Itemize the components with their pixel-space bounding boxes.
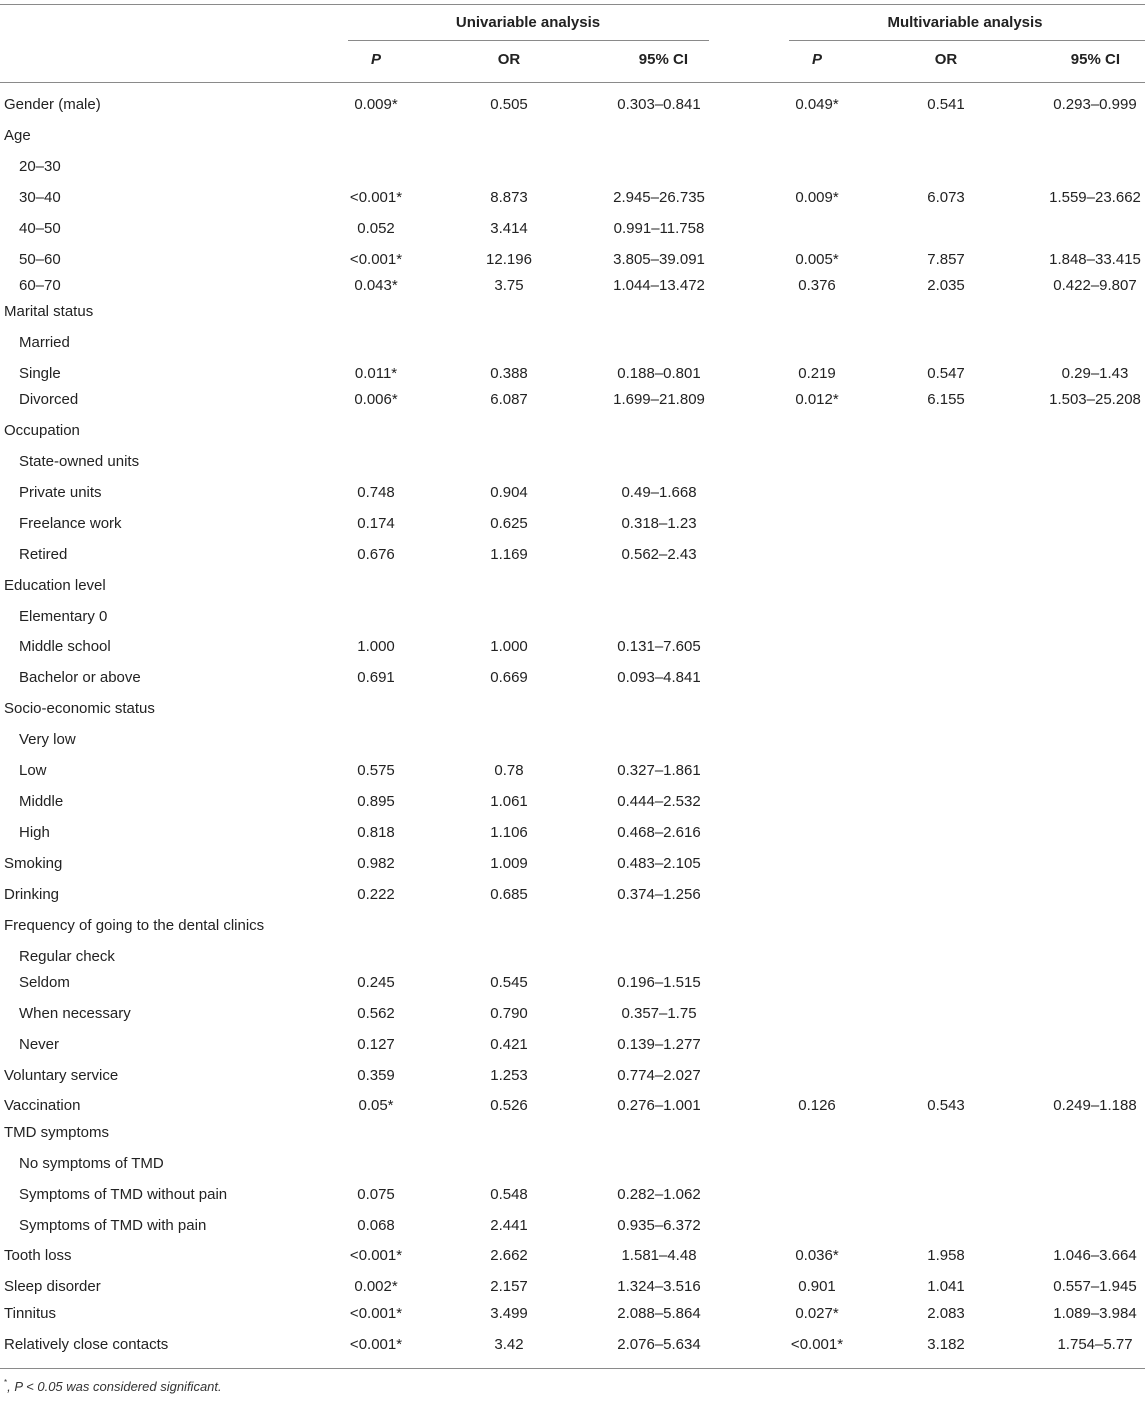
table-cell: 1.581–4.48 bbox=[621, 1247, 697, 1264]
table-cell: 1.169 bbox=[490, 546, 528, 563]
table-cell: 0.904 bbox=[490, 484, 528, 501]
table-bottom-rule bbox=[0, 1368, 1145, 1369]
table-cell: 0.093–4.841 bbox=[617, 669, 701, 686]
table-cell: 3.499 bbox=[490, 1305, 528, 1322]
table-cell: 0.422–9.807 bbox=[1053, 277, 1137, 294]
table-cell: 0.327–1.861 bbox=[617, 762, 701, 779]
table-cell: 7.857 bbox=[927, 251, 965, 268]
table-cell: 0.541 bbox=[927, 96, 965, 113]
row-label: Smoking bbox=[4, 855, 63, 872]
group2-underline bbox=[789, 40, 1145, 41]
table-cell: 0.219 bbox=[798, 365, 836, 382]
row-label: Frequency of going to the dental clinics bbox=[4, 917, 265, 934]
table-cell: 1.000 bbox=[357, 638, 395, 655]
row-label: 20–30 bbox=[19, 158, 61, 175]
row-label: Age bbox=[4, 127, 31, 144]
table-cell: 0.818 bbox=[357, 824, 395, 841]
row-label: Seldom bbox=[19, 974, 70, 991]
row-label: High bbox=[19, 824, 50, 841]
group2-header: Multivariable analysis bbox=[887, 14, 1043, 31]
table-cell: 0.188–0.801 bbox=[617, 365, 701, 382]
row-label: Tooth loss bbox=[4, 1247, 72, 1264]
table-cell: 8.873 bbox=[490, 189, 528, 206]
row-label: Voluntary service bbox=[4, 1067, 119, 1084]
table-cell: 0.357–1.75 bbox=[621, 1005, 697, 1022]
row-label: Occupation bbox=[4, 422, 80, 439]
table-cell: 2.083 bbox=[927, 1305, 965, 1322]
table-cell: 0.901 bbox=[798, 1278, 836, 1295]
table-top-rule bbox=[0, 4, 1145, 5]
row-label: Bachelor or above bbox=[19, 669, 141, 686]
row-label: When necessary bbox=[19, 1005, 131, 1022]
table-cell: 0.991–11.758 bbox=[613, 220, 705, 237]
row-label: 60–70 bbox=[19, 277, 61, 294]
row-label: 40–50 bbox=[19, 220, 61, 237]
table-cell: 0.669 bbox=[490, 669, 528, 686]
table-cell: 0.068 bbox=[357, 1217, 395, 1234]
row-label: Married bbox=[19, 334, 70, 351]
footnote-text: , P < 0.05 was considered significant. bbox=[7, 1379, 222, 1394]
table-cell: 6.073 bbox=[927, 189, 965, 206]
table-cell: 0.935–6.372 bbox=[617, 1217, 701, 1234]
row-label: Never bbox=[19, 1036, 60, 1053]
row-label: Gender (male) bbox=[4, 96, 101, 113]
table-cell: 0.790 bbox=[490, 1005, 528, 1022]
table-cell: 3.75 bbox=[494, 277, 524, 294]
table-cell: 0.075 bbox=[357, 1186, 395, 1203]
table-cell: <0.001* bbox=[349, 189, 403, 206]
row-label: Socio-economic status bbox=[4, 700, 155, 717]
table-cell: <0.001* bbox=[349, 251, 403, 268]
table-cell: 0.388 bbox=[490, 365, 528, 382]
table-cell: 0.691 bbox=[357, 669, 395, 686]
table-cell: 1.253 bbox=[490, 1067, 528, 1084]
table-cell: 0.685 bbox=[490, 886, 528, 903]
table-cell: 0.196–1.515 bbox=[617, 974, 701, 991]
table-cell: 6.087 bbox=[490, 391, 528, 408]
table-cell: 0.282–1.062 bbox=[617, 1186, 701, 1203]
table-cell: 1.046–3.664 bbox=[1053, 1247, 1137, 1264]
table-footnote bbox=[4, 1378, 222, 1394]
row-label: Middle bbox=[19, 793, 64, 810]
row-label: TMD symptoms bbox=[4, 1124, 109, 1141]
table-cell: 0.131–7.605 bbox=[617, 638, 701, 655]
table-cell: <0.001* bbox=[349, 1247, 403, 1264]
header-bottom-rule bbox=[0, 82, 1145, 83]
table-cell: 0.276–1.001 bbox=[617, 1097, 701, 1114]
table-cell: 0.052 bbox=[357, 220, 395, 237]
table-cell: 0.421 bbox=[490, 1036, 528, 1053]
table-cell: <0.001* bbox=[349, 1305, 403, 1322]
table-cell: 0.545 bbox=[490, 974, 528, 991]
footnote-mark: * bbox=[4, 1378, 8, 1387]
table-cell: 2.945–26.735 bbox=[613, 189, 705, 206]
table-cell: 0.009* bbox=[354, 96, 398, 113]
row-label: Private units bbox=[19, 484, 102, 501]
row-label: Marital status bbox=[4, 303, 94, 320]
table-cell: 1.754–5.77 bbox=[1057, 1336, 1133, 1353]
table-cell: 1.503–25.208 bbox=[1049, 391, 1141, 408]
table-cell: 0.526 bbox=[490, 1097, 528, 1114]
row-label: Freelance work bbox=[19, 515, 122, 532]
table-cell: 0.127 bbox=[357, 1036, 395, 1053]
table-cell: 0.359 bbox=[357, 1067, 395, 1084]
row-label: Single bbox=[19, 365, 61, 382]
table-cell: 0.318–1.23 bbox=[621, 515, 697, 532]
table-cell: 0.139–1.277 bbox=[617, 1036, 701, 1053]
table-cell: 0.245 bbox=[357, 974, 395, 991]
table-cell: 0.043* bbox=[354, 277, 398, 294]
table-cell: 0.012* bbox=[795, 391, 839, 408]
table-cell: 0.78 bbox=[494, 762, 524, 779]
table-cell: 1.044–13.472 bbox=[613, 277, 705, 294]
table-cell: 1.559–23.662 bbox=[1049, 189, 1141, 206]
col-header-p-uni: P bbox=[370, 51, 382, 68]
table-cell: 1.009 bbox=[490, 855, 528, 872]
table-cell: 0.483–2.105 bbox=[617, 855, 701, 872]
table-cell: 0.625 bbox=[490, 515, 528, 532]
table-cell: 12.196 bbox=[486, 251, 532, 268]
row-label: Regular check bbox=[19, 948, 115, 965]
group1-header: Univariable analysis bbox=[455, 14, 601, 31]
row-label: Sleep disorder bbox=[4, 1278, 101, 1295]
table-cell: 1.848–33.415 bbox=[1049, 251, 1141, 268]
table-cell: 0.548 bbox=[490, 1186, 528, 1203]
table-cell: 0.011* bbox=[354, 365, 398, 382]
table-cell: 0.29–1.43 bbox=[1061, 365, 1129, 382]
table-cell: 2.662 bbox=[490, 1247, 528, 1264]
table-cell: 0.126 bbox=[798, 1097, 836, 1114]
table-cell: 3.42 bbox=[494, 1336, 524, 1353]
table-cell: 0.05* bbox=[358, 1097, 394, 1114]
table-cell: 0.543 bbox=[927, 1097, 965, 1114]
table-cell: 0.027* bbox=[795, 1305, 839, 1322]
table-cell: 0.49–1.668 bbox=[621, 484, 697, 501]
table-cell: 0.444–2.532 bbox=[617, 793, 701, 810]
table-cell: 3.182 bbox=[927, 1336, 965, 1353]
col-header-or-multi: OR bbox=[934, 51, 958, 68]
table-cell: 0.174 bbox=[357, 515, 395, 532]
table-cell: 2.088–5.864 bbox=[617, 1305, 701, 1322]
row-label: Relatively close contacts bbox=[4, 1336, 169, 1353]
row-label: No symptoms of TMD bbox=[19, 1155, 164, 1172]
row-label: 30–40 bbox=[19, 189, 61, 206]
table-cell: 0.036* bbox=[795, 1247, 839, 1264]
table-cell: 1.061 bbox=[490, 793, 528, 810]
table-cell: 0.557–1.945 bbox=[1053, 1278, 1137, 1295]
table-cell: 0.575 bbox=[357, 762, 395, 779]
table-cell: 3.414 bbox=[490, 220, 528, 237]
table-cell: 1.699–21.809 bbox=[613, 391, 705, 408]
row-label: State-owned units bbox=[19, 453, 140, 470]
table-cell: 0.002* bbox=[354, 1278, 398, 1295]
table-cell: 2.441 bbox=[490, 1217, 528, 1234]
table-cell: 2.076–5.634 bbox=[617, 1336, 701, 1353]
table-cell: 0.547 bbox=[927, 365, 965, 382]
table-cell: 0.049* bbox=[795, 96, 839, 113]
table-cell: 1.324–3.516 bbox=[617, 1278, 701, 1295]
row-label: Symptoms of TMD with pain bbox=[19, 1217, 207, 1234]
table-cell: 0.676 bbox=[357, 546, 395, 563]
table-cell: 0.774–2.027 bbox=[617, 1067, 701, 1084]
row-label: Vaccination bbox=[4, 1097, 81, 1114]
table-cell: 0.009* bbox=[795, 189, 839, 206]
col-header-ci-uni: 95% CI bbox=[638, 51, 688, 68]
table-cell: 0.982 bbox=[357, 855, 395, 872]
row-label: Low bbox=[19, 762, 47, 779]
table-cell: 0.249–1.188 bbox=[1053, 1097, 1137, 1114]
group1-underline bbox=[348, 40, 709, 41]
row-label: Symptoms of TMD without pain bbox=[19, 1186, 228, 1203]
table-cell: <0.001* bbox=[790, 1336, 844, 1353]
row-label: Very low bbox=[19, 731, 76, 748]
table-cell: 1.000 bbox=[490, 638, 528, 655]
row-label: Tinnitus bbox=[4, 1305, 56, 1322]
table-cell: 1.041 bbox=[927, 1278, 965, 1295]
table-cell: 0.562–2.43 bbox=[621, 546, 697, 563]
table-cell: 1.106 bbox=[490, 824, 528, 841]
row-label: Drinking bbox=[4, 886, 60, 903]
row-label: Middle school bbox=[19, 638, 111, 655]
table-cell: 2.035 bbox=[927, 277, 965, 294]
table-cell: 0.468–2.616 bbox=[617, 824, 701, 841]
row-label: Elementary 0 bbox=[19, 608, 108, 625]
col-header-ci-multi: 95% CI bbox=[1070, 51, 1120, 68]
row-label: Divorced bbox=[19, 391, 79, 408]
table-cell: 2.157 bbox=[490, 1278, 528, 1295]
table-cell: 0.005* bbox=[795, 251, 839, 268]
table-cell: 0.562 bbox=[357, 1005, 395, 1022]
row-label: Education level bbox=[4, 577, 106, 594]
row-label: 50–60 bbox=[19, 251, 61, 268]
table-cell: 0.895 bbox=[357, 793, 395, 810]
table-cell: 3.805–39.091 bbox=[613, 251, 705, 268]
table-cell: 0.748 bbox=[357, 484, 395, 501]
table-cell: 1.089–3.984 bbox=[1053, 1305, 1137, 1322]
table-cell: 0.293–0.999 bbox=[1053, 96, 1137, 113]
table-cell: <0.001* bbox=[349, 1336, 403, 1353]
table-cell: 6.155 bbox=[927, 391, 965, 408]
row-label: Retired bbox=[19, 546, 68, 563]
table-cell: 0.222 bbox=[357, 886, 395, 903]
table-cell: 0.374–1.256 bbox=[617, 886, 701, 903]
col-header-or-uni: OR bbox=[497, 51, 521, 68]
table-cell: 0.006* bbox=[354, 391, 398, 408]
table-cell: 1.958 bbox=[927, 1247, 965, 1264]
table-cell: 0.505 bbox=[490, 96, 528, 113]
table-cell: 0.303–0.841 bbox=[617, 96, 701, 113]
table-cell: 0.376 bbox=[798, 277, 836, 294]
col-header-p-multi: P bbox=[811, 51, 823, 68]
